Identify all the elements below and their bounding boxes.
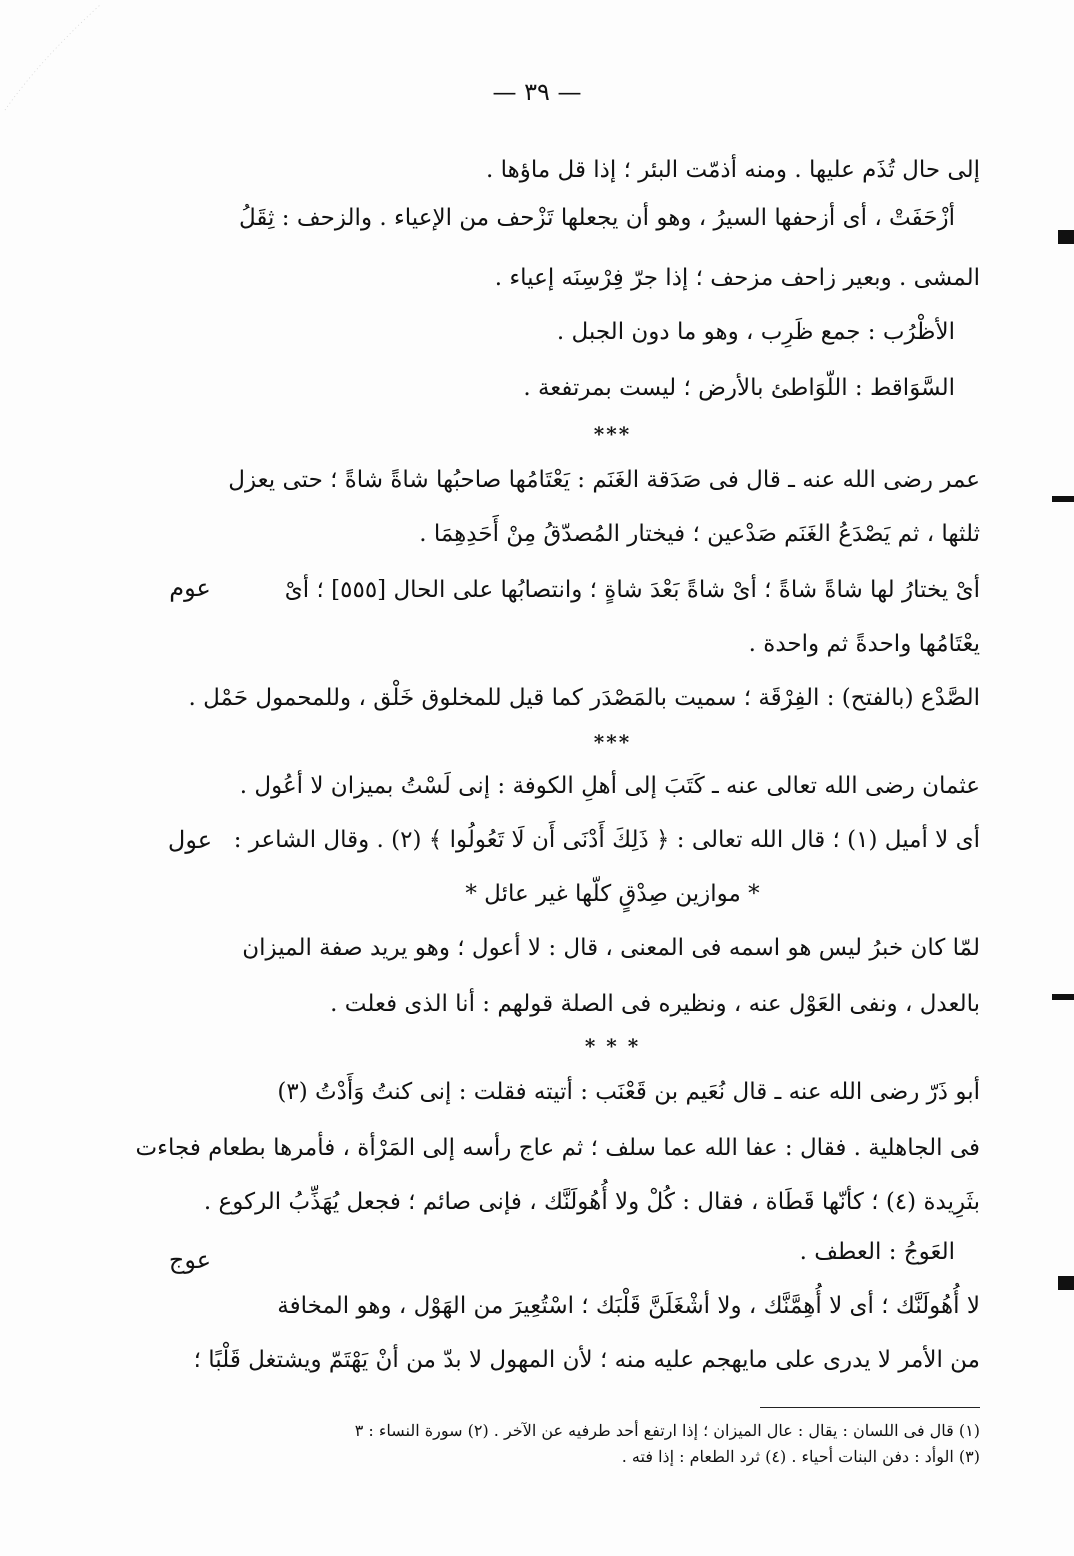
text-line: عمر رضى الله عنه ـ قال فى صَدَقة الغَنَم : يَعْتَامُها صاحبُها شاةً شاةً ؛ حتى يعزل [228, 467, 980, 493]
text-line: بثَرِيدة (٤) ؛ كأنّها قَطَاة ، فقال : كُلْ ولا أُهُولَنَّك ، فإنى صائم ؛ فجعل يُهَذِّبُ الركوع . [203, 1189, 980, 1215]
text-line: فى الجاهلية . فقال : عفا الله عما سلف ؛ ثم عاج رأسه إلى المَرْأة ، فأمرها بطعام فجاءت [135, 1135, 980, 1161]
scan-edge-mark [1052, 496, 1074, 502]
text-line: لا أُهُولَنَّك ؛ أى لا أُهِمَّنَّك ، ولا أشْغَلَنَّ قَلْبَك ؛ اسْتُعِيرَ من الهَوْل ، وهو المخافة [277, 1293, 980, 1319]
text-line: بالعدل ، ونفى العَوْل عنه ، ونظيره فى الصلة قولهم : أنا الذى فعلت . [330, 991, 980, 1017]
text-line: المشى . وبعير زاحف مزحف ؛ إذا جرّ فِرْسِنَه إعياء . [494, 265, 980, 291]
footnote-rule [760, 1407, 980, 1408]
margin-root-awm: عوم [169, 574, 211, 602]
text-line: عثمان رضى الله تعالى عنه ـ كَتَبَ إلى أهلِ الكوفة : إنى لَسْتُ بميزان لا أعُول . [239, 773, 980, 799]
footnote-line: (١) قال فى اللسان : يقال : عال الميزان ؛ إذا ارتفع أحد طرفيه عن الآخر . (٢) سورة النساء : ٣ [354, 1421, 980, 1440]
text-line: لمّا كان خبرُ ليس هو اسمه فى المعنى ، قال : لا أعول ؛ وهو يريد صفة الميزان [242, 935, 980, 961]
text-line: السَّوَاقط : اللّوَاطئ بالأرض ؛ ليست بمرتفعة . [523, 375, 955, 401]
section-separator: *** [593, 422, 632, 446]
text-line: الأظْرُب : جمع ظَرِب ، وهو ما دون الجبل . [556, 319, 955, 345]
text-line: أىْ يختارُ لها شاةً شاةً ؛ أىْ شاةً بَعْدَ شاةٍ ؛ وانتصابُها على الحال [٥٥٥] ؛ أىْ [284, 577, 980, 603]
section-separator: * * * [584, 1034, 641, 1058]
text-line: يعْتَامُها واحدةً ثم واحدة . [748, 631, 980, 657]
text-line: من الأمر لا يدرى على مايهجم عليه منه ؛ لأن المهول لا بدّ من أنْ يَهْتَمّ ويشتغل قَلْبًا ؛ [193, 1347, 980, 1373]
text-line: أى لا أميل (١) ؛ قال الله تعالى : ﴿ ذَلِكَ أَدْنَى أَن لَا تَعُولُوا ﴾ (٢) . وقال الشاعر : [233, 827, 980, 853]
text-line: ثلثها ، ثم يَصْدَعُ الغَنَم صَدْعين ؛ فيختار المُصدّقُ مِنْ أَحَدِهِمَا . [419, 521, 980, 547]
text-line: إلى حال تُذَم عليها . ومنه أذمّت البئر ؛ إذا قل ماؤها . [486, 157, 980, 183]
margin-root-awj: عوج [168, 1246, 212, 1274]
footnote-line: (٣) الوأد : دفن البنات أحياء . (٤) ثرد الطعام : إذا فته . [621, 1447, 980, 1466]
section-separator: *** [593, 730, 632, 754]
scan-edge-mark [1058, 1276, 1074, 1290]
text-line: أزْحَفَتْ ، أى أزحفها السيرُ ، وهو أن يجعلها تَزْحف من الإعياء . والزحف : ثِقَلُ [239, 205, 955, 231]
page-number: — ٣٩ — [492, 78, 582, 106]
margin-root-awl: عول [167, 826, 213, 854]
text-line: الصَّدْع (بالفتح) : الفِرْقَة ؛ سميت بالمَصْدَر كما قيل للمخلوق خَلْق ، وللمحمول حَمْل . [188, 685, 980, 711]
scan-edge-mark [1052, 994, 1074, 1000]
scan-edge-mark [1058, 230, 1074, 244]
text-line: أبو ذَرّ رضى الله عنه ـ قال نُعَيم بن قَعْنَب : أتيته فقلت : إنى كنتُ وَأَدْتُ (٣) [277, 1079, 980, 1105]
text-line: العَوجُ : العطف . [799, 1239, 955, 1265]
verse-line: * موازين صِدْقٍ كلّها غير عائل * [465, 881, 760, 907]
